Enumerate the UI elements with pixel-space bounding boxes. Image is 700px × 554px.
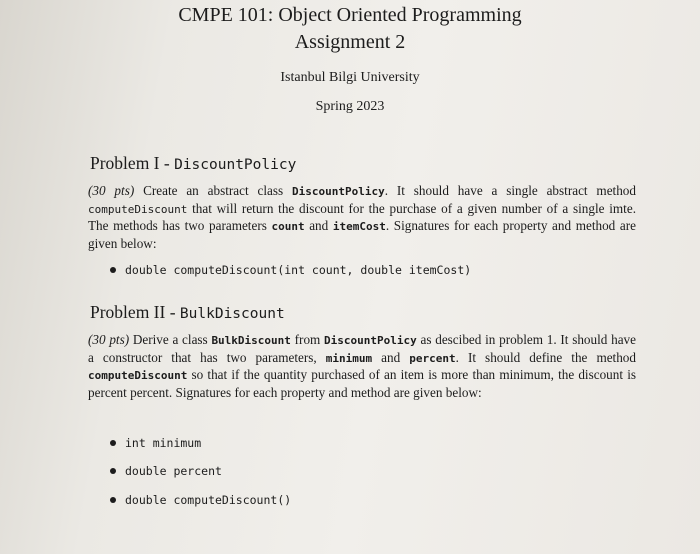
problem2-heading-code: BulkDiscount	[179, 306, 285, 322]
signature-text: int minimum	[125, 436, 202, 450]
bullet-dot-icon	[110, 440, 116, 446]
signature-text: double computeDiscount(int count, double itemCost)	[125, 263, 472, 277]
text-span: Derive a class	[129, 332, 212, 347]
text-span: . It should have a single abstract method	[384, 183, 636, 198]
code-span: count	[271, 220, 305, 234]
problem2-bullet	[110, 436, 201, 450]
text-span: Create an abstract class	[134, 183, 292, 198]
text-span: that will return the discount for the purchase of a given number of a single imte. The methods has two parameters	[88, 200, 636, 234]
signature-text: double computeDiscount()	[125, 493, 292, 507]
problem2-heading-text: Problem II -	[90, 302, 180, 322]
signature-text: double percent	[125, 464, 222, 478]
term-label: Spring 2023	[315, 99, 385, 114]
code-span: DiscountPolicy	[291, 185, 385, 198]
problem2-bullet	[110, 493, 291, 507]
code-span: DiscountPolicy	[324, 334, 417, 347]
bullet-dot-icon	[110, 267, 116, 273]
problem2-points: (30 pts)	[88, 332, 130, 347]
bullet-dot-icon	[110, 468, 116, 474]
code-span: BulkDiscount	[211, 334, 291, 347]
problem1-bullet	[110, 263, 471, 277]
code-span: computeDiscount	[88, 202, 188, 216]
text-span: . Signatures for each property and method are given below:	[88, 218, 636, 251]
bullet-dot-icon	[110, 497, 116, 503]
problem2-bullet	[110, 464, 222, 478]
university-name: Istanbul Bilgi University	[280, 70, 420, 85]
code-span: computeDiscount	[88, 369, 188, 383]
text-span: as descibed in problem 1. It should have a constructor that has two parameters,	[88, 332, 637, 365]
text-span: and	[304, 218, 333, 234]
course-title: CMPE 101: Object Oriented Programming	[178, 4, 522, 26]
text-span: and	[372, 349, 410, 365]
problem1-heading	[90, 153, 296, 174]
code-span: itemCost	[332, 220, 386, 234]
code-span: percent	[409, 351, 456, 365]
problem2-description	[88, 332, 636, 401]
text-span: so that if the quantity purchased of an item is more than minimum, the discount is percent percent. Signatures for each property and method are given below:	[88, 367, 636, 400]
problem1-description	[88, 183, 636, 252]
text-span: . It should define the method	[455, 349, 636, 365]
problem1-heading-code: DiscountPolicy	[174, 157, 297, 173]
problem2-heading	[90, 302, 285, 323]
text-span: from	[290, 332, 325, 347]
code-span: minimum	[325, 351, 373, 365]
problem1-heading-text: Problem I -	[90, 153, 175, 173]
assignment-title: Assignment 2	[294, 31, 406, 53]
problem1-points: (30 pts)	[88, 183, 135, 198]
